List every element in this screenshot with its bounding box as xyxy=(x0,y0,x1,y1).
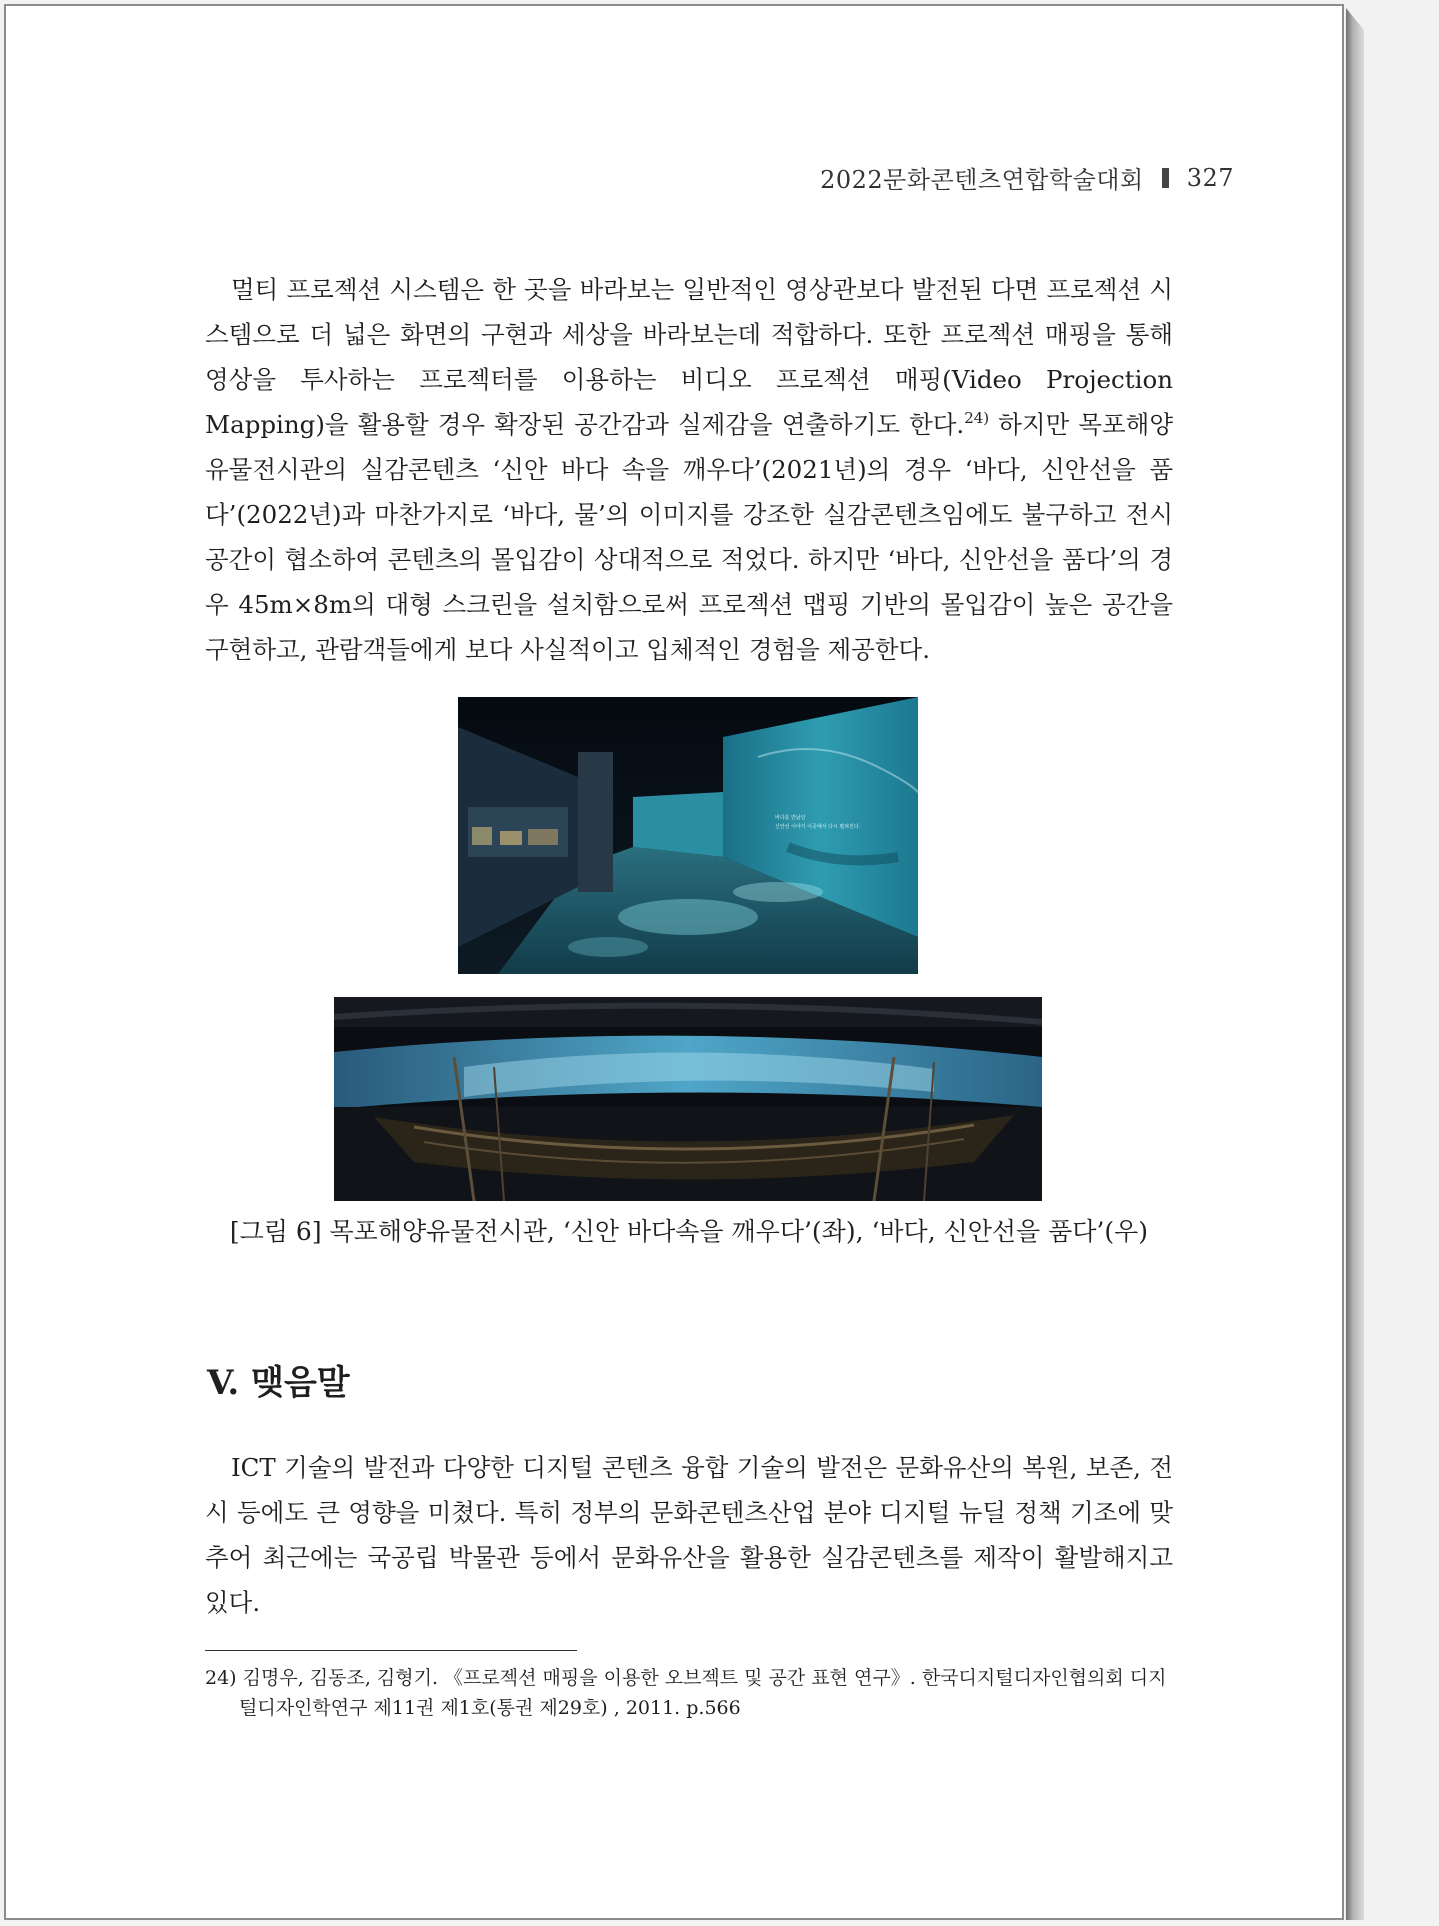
paragraph-2-text: ICT 기술의 발전과 다양한 디지털 콘텐츠 융합 기술의 발전은 문화유산의 복원, 보존, 전시 등에도 큰 영향을 미쳤다. 특히 정부의 문화콘텐츠산업 분야 디지털 뉴딜 정책 기조에 맞추어 최근에는 국공립 박물관 등에서 문화유산을 활용한 실감콘텐츠를 제작이 활발해지고 있다. xyxy=(205,1453,1173,1617)
footnote-24: 24) 김명우, 김동조, 김형기. 《프로젝션 매핑을 이용한 오브젝트 및 공간 표현 연구》. 한국디지털디자인협의회 디지털디자인학연구 제11권 제1호(통권 제29호) , 2011. p.566 xyxy=(205,1667,1167,1719)
section-heading: V. 맺음말 xyxy=(207,1363,350,1403)
ship-exhibition-photo xyxy=(334,997,1042,1201)
conference-title: 2022문화콘텐츠연합학술대회 xyxy=(820,166,1144,194)
paragraph-1-text-b: 하지만 목포해양유물전시관의 실감콘텐츠 ‘신안 바다 속을 깨우다’(2021년)의 경우 ‘바다, 신안선을 품다’(2022년)과 마찬가지로 ‘바다, 물’의 이미지를 강조한 실감콘텐츠임에도 불구하고 전시공간이 협소하여 콘텐츠의 몰입감이 상대적으로 적었다. 하지만 ‘바다, 신안선을 품다’의 경우 45m×8m의 대형 스크린을 설치함으로써 프로젝션 맵핑 기반의 몰입감이 높은 공간을 구현하고, 관람객들에게 보다 사실적이고 입체적인 경험을 제공한다. xyxy=(205,410,1173,664)
running-header xyxy=(820,160,1234,195)
exhibition-hall-photo xyxy=(458,697,918,974)
page-number: 327 xyxy=(1186,163,1234,192)
paragraph-1-text-a: 멀티 프로젝션 시스템은 한 곳을 바라보는 일반적인 영상관보다 발전된 다면 프로젝션 시스템으로 더 넓은 화면의 구현과 세상을 바라보는데 적합하다. 또한 프로젝션 매핑을 통해 영상을 투사하는 프로젝터를 이용하는 비디오 프로젝션 매핑(Video Projection Mapping)을 활용할 경우 확장된 공간감과 실제감을 연출하기도 한다. xyxy=(205,275,1173,439)
page-edge-shadow xyxy=(1346,8,1364,1920)
body-paragraph-1 xyxy=(205,267,1173,672)
footnote-divider xyxy=(205,1650,577,1651)
footnote-reference[interactable]: 24) xyxy=(964,409,990,427)
header-separator xyxy=(1162,168,1169,188)
figure-photo-sinan-ship xyxy=(334,997,1042,1201)
body-paragraph-2 xyxy=(205,1445,1173,1625)
figure-caption: [그림 6] 목포해양유물전시관, ‘신안 바다속을 깨우다’(좌), ‘바다, 신안선을 품다’(우) xyxy=(229,1217,1149,1246)
overlay-text-2: 신안선 이야기 이곳에서 다시 펼쳐진다. xyxy=(775,824,861,830)
overlay-text-1: 바다를 만났던 xyxy=(775,815,806,821)
figure-photo-sinan-sea-awakening xyxy=(458,697,918,974)
